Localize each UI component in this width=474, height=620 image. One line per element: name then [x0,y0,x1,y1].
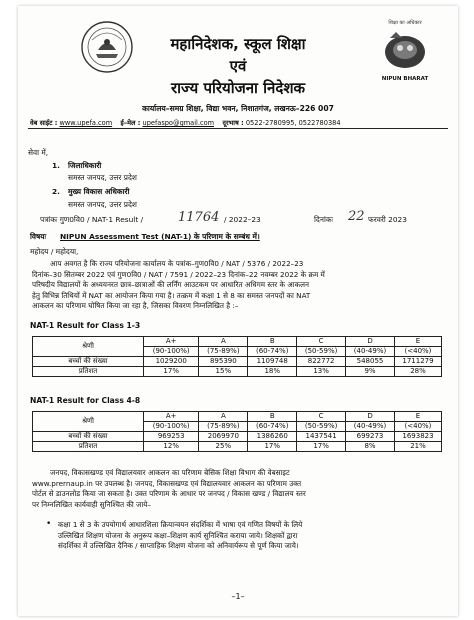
table-corner-cell: श्रेणी [33,412,144,432]
results-table-class-1-3 [32,336,442,377]
table-row [33,357,442,367]
percent-cell: 25% [199,442,248,452]
recipient-2-title: मुख्य विकास अधिकारी [68,187,130,196]
percent-cell: 12% [144,442,199,452]
email-link[interactable]: upefaspo@gmail.com [142,119,215,127]
count-cell: 822772 [297,357,346,367]
row-label: बच्चों की संख्या [33,357,144,367]
table1-title: NAT-1 Result for Class 1-3 [30,321,141,330]
para1-line: परिषदीय विद्यालयों के अध्ययनरत छात्र–छात्राओं की लर्निंग आउटकम पर आधारित अधिगम स्तर के आकलन [32,280,309,290]
salutation: महोदय / महोदया, [30,247,79,256]
para2-line: पोर्टल से डाउनलोड किया जा सकता है। उक्त परिणाम के आधार पर जनपद / विकास खण्ड / विद्यालय स्तर [32,489,306,499]
bullet-line: उल्लिखित शिक्षण योजना के अनुरूप कक्षा–शिक्षण कार्य सुनिश्चित कराया जाये। शिक्षकों द्वारा [58,530,298,540]
bullet-line: कक्षा 1 से 3 के उपयोगार्थ आधारशिला क्रियान्वयन संदर्शिका में भाषा एवं गणित विषयों के लिये [58,520,303,529]
range-cell: (60-74%) [248,422,297,432]
grade-cell: E [394,412,441,422]
count-cell: 548055 [346,357,395,367]
subject-label: विषयः [30,232,47,241]
range-cell: (90-100%) [144,422,199,432]
count-cell: 1386260 [248,432,297,442]
percent-cell: 13% [297,367,346,377]
bullet-icon: • [46,519,52,529]
table2-title: NAT-1 Result for Class 4-8 [30,396,141,405]
percent-cell: 21% [394,442,441,452]
reference-year: / 2022–23 [224,215,261,224]
website-link[interactable]: www.upefa.com [59,119,113,127]
reference-prefix: पत्रांकः गुण0वि0 / NAT-1 Result / [40,215,144,224]
percent-cell: 17% [248,442,297,452]
count-cell: 699273 [346,432,395,442]
range-cell: (<40%) [394,347,441,357]
website-label: वेब साईट : [30,119,58,127]
paragraph-1 [32,259,444,312]
date-rest: फरवरी 2023 [368,215,407,224]
phone-numbers: 0522-2780995, 0522780384 [245,119,341,127]
count-cell: 2069970 [199,432,248,442]
grade-cell: C [297,412,346,422]
results-table-class-4-8 [32,411,442,452]
percent-cell: 9% [346,367,395,377]
range-cell: (60-74%) [248,347,297,357]
range-cell: (<40%) [394,422,441,432]
recipient-1-title: जिलाधिकारी [68,161,102,170]
count-cell: 969253 [144,432,199,442]
recipient-1-sub: समस्त जनपद, उत्तर प्रदेश [68,173,137,182]
row-label: बच्चों की संख्या [33,432,144,442]
range-cell: (40-49%) [346,422,395,432]
sewa-me: सेवा में, [28,148,49,157]
percent-cell: 15% [199,367,248,377]
grade-cell: A [199,412,248,422]
para1-line: आप अवगत है कि राज्य परियोजना कार्यालय के पत्रांक–गुण0वि0 / NAT / 5376 / 2022–23 [50,259,304,268]
range-cell: (75-89%) [199,347,248,357]
count-cell: 895390 [199,357,248,367]
percent-cell: 8% [346,442,395,452]
nipun-bharat-caption: NIPUN BHARAT [381,76,429,82]
recipient-2-number: 2. [52,187,60,196]
count-cell: 1109748 [248,357,297,367]
table-row [33,412,442,422]
letter-page [18,6,458,616]
grade-cell: B [248,337,297,347]
percent-cell: 18% [248,367,297,377]
date-label: दिनांकः [314,215,334,224]
bullet-line: संदर्शिका में उल्लिखित दैनिक / साप्ताहिक शिक्षण योजना को अनिवार्यरूप से पूर्ण किया जाये। [58,541,299,551]
table-row [33,367,442,377]
percent-cell: 28% [394,367,441,377]
header-title-line3: राज्य परियोजना निदेशक [170,79,306,97]
grade-cell: A [199,337,248,347]
table-row [33,442,442,452]
email-label: ई–मेल : [120,119,141,127]
para2-line: www.prernaup.in पर उपलब्ध है। जनपद, विकासखण्ड एवं विद्यालयवार आकलन का परिणाम उक्त [32,478,302,488]
office-address: कार्यालय–समग्र शिक्षा, विद्या भवन, निशातगंज, लखनऊ–226 007 [142,104,334,113]
grade-cell: D [346,412,395,422]
contact-line [30,118,450,127]
row-label: प्रतिशत [33,442,144,452]
header-divider [28,128,448,129]
count-cell: 1029200 [144,357,199,367]
recipient-1-number: 1. [52,161,60,170]
percent-cell: 17% [144,367,199,377]
grade-cell: E [394,337,441,347]
count-cell: 1437541 [297,432,346,442]
range-cell: (75-89%) [199,422,248,432]
range-cell: (50-59%) [297,422,346,432]
header-title-line2: एवं [229,57,247,75]
range-cell: (90-100%) [144,347,199,357]
table-row [33,337,442,347]
para1-line: आकलन का परिणाम घोषित किया जा रहा है, जिसका विवरण निम्नलिखित है :– [32,301,239,311]
para1-line: दिनांक–30 सितम्बर 2022 एवं गुण0वि0 / NAT / 7591 / 2022–23 दिनांक–22 नवम्बर 2022 के क्रम में [32,269,325,279]
grade-cell: D [346,337,395,347]
percent-cell: 17% [297,442,346,452]
para2-line: जनपद, विकासखण्ड एवं विद्यालयवार आकलन का परिणाम बेसिक शिक्षा विभाग की वेबसाइट [50,468,290,477]
date-day-handwritten: 22 [348,209,365,224]
range-cell: (50-59%) [297,347,346,357]
table-row [33,432,442,442]
paragraph-2 [32,468,444,510]
grade-cell: C [297,337,346,347]
page-number: –1– [231,592,245,601]
grade-cell: A+ [144,337,199,347]
rte-logo-text: शिक्षा का अधिकार [388,20,422,26]
grade-cell: B [248,412,297,422]
para2-line: पर निम्नलिखित कार्यवाही सुनिश्चित की जाये– [32,499,151,509]
count-cell: 1711279 [394,357,441,367]
header-title-line1: महानिदेशक, स्कूल शिक्षा [170,35,306,53]
phone-label: दूरभाष : [222,119,244,127]
recipient-2-sub: समस्त जनपद, उत्तर प्रदेश [68,200,137,209]
range-cell: (40-49%) [346,347,395,357]
para1-line: हेतु विभिन्न तिथियों में NAT का आयोजन किया गया है। तत्क्रम में कक्षा 1 से 8 का समस्त जनपदों का NAT [32,290,311,300]
row-label: प्रतिशत [33,367,144,377]
count-cell: 1693823 [394,432,441,442]
bullet-item [58,520,446,552]
subject-text: NIPUN Assessment Test (NAT-1) के परिणाम के सम्बंध में। [60,232,260,241]
grade-cell: A+ [144,412,199,422]
reference-number-handwritten: 11764 [178,210,220,225]
table-corner-cell: श्रेणी [33,337,144,357]
